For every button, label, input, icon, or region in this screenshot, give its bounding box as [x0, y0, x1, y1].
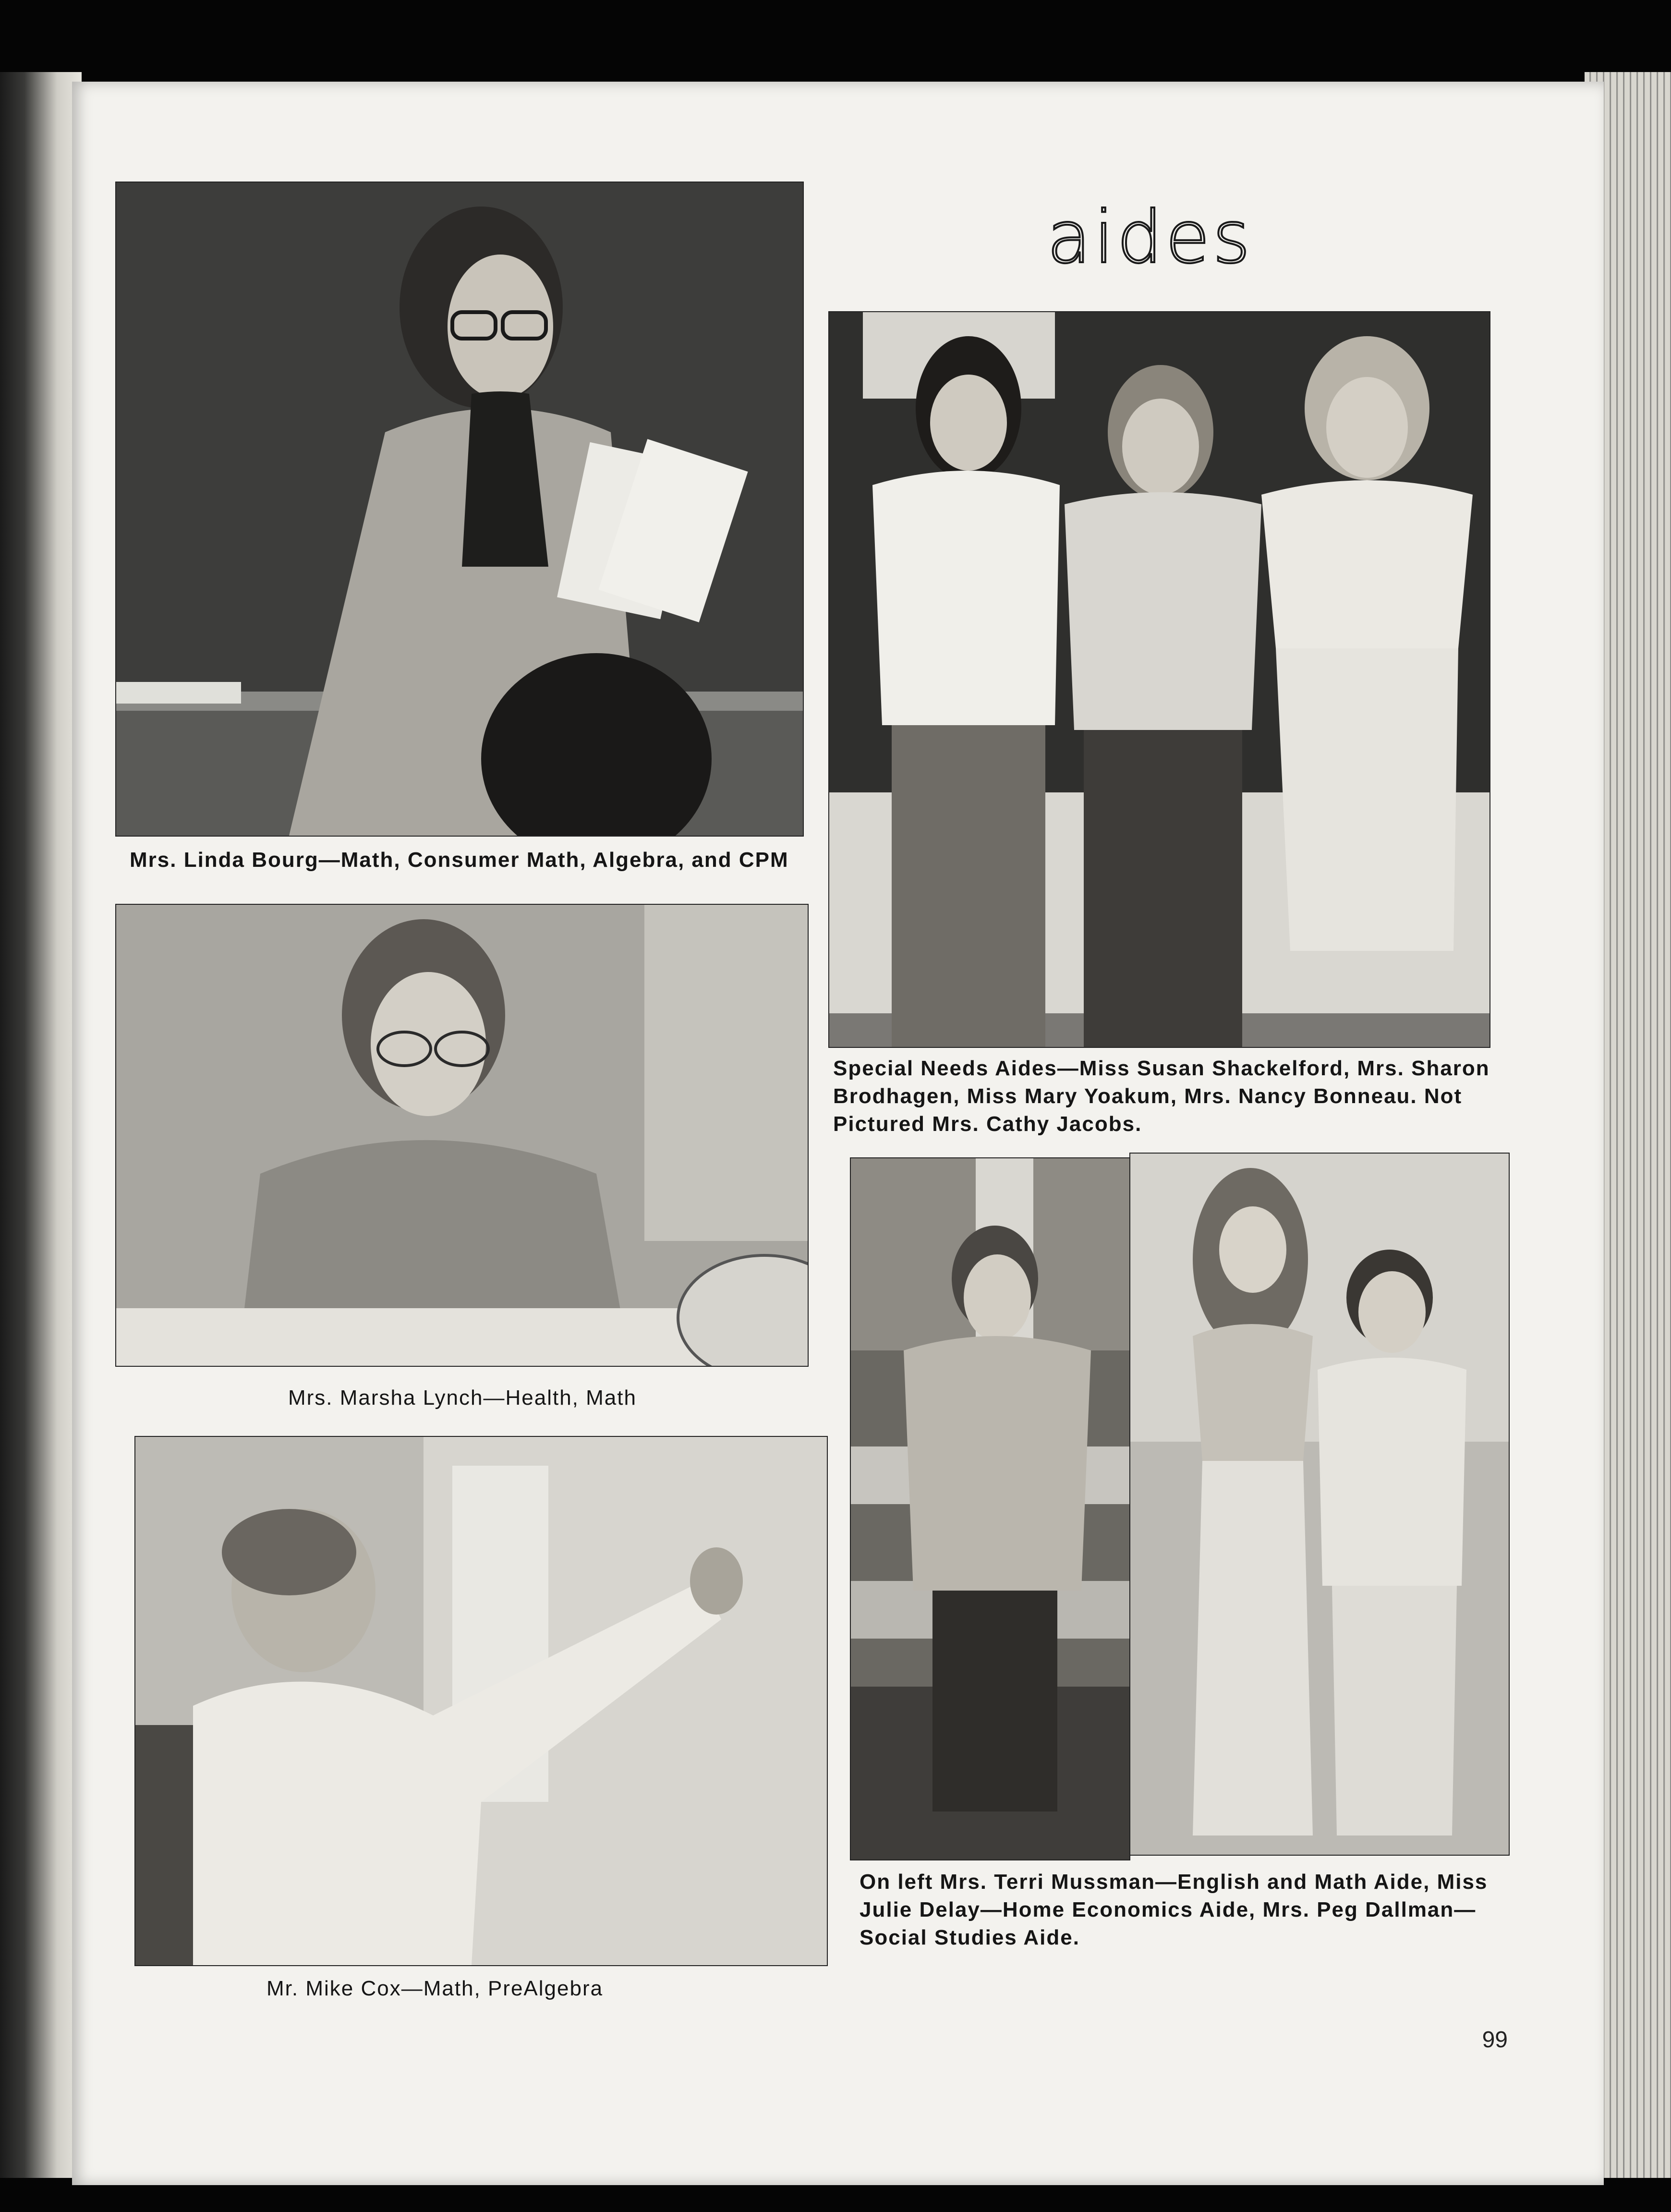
photo-julie-delay-peg-dallman — [1129, 1153, 1510, 1856]
caption-linda-bourg: Mrs. Linda Bourg—Math, Consumer Math, Algebra, and CPM — [130, 848, 789, 872]
scan-border-top — [0, 0, 1671, 91]
caption-mike-cox: Mr. Mike Cox—Math, PreAlgebra — [266, 1977, 604, 2000]
photo-special-needs-aides — [828, 311, 1490, 1048]
caption-marsha-lynch: Mrs. Marsha Lynch—Health, Math — [288, 1386, 637, 1410]
book-spine-shadow — [0, 72, 82, 2185]
caption-special-needs-aides: Special Needs Aides—Miss Susan Shackelford, Mrs. Sharon Brodhagen, Miss Mary Yoakum, Mrs. Nancy Bonneau. Not Pictured Mrs. Cathy Jacobs. — [833, 1057, 1490, 1136]
photo-linda-bourg — [115, 182, 804, 837]
page-number: 99 — [1482, 2027, 1508, 2053]
caption-on-left-aides: On left Mrs. Terri Mussman—English and Math Aide, Miss Julie Delay—Home Economics Aide, Mrs. Peg Dallman—Social Studies Aide. — [860, 1870, 1488, 1949]
page-title: aides — [1047, 196, 1253, 280]
photo-mike-cox — [134, 1436, 828, 1966]
photo-marsha-lynch — [115, 904, 809, 1367]
photo-terri-mussman — [850, 1157, 1130, 1860]
